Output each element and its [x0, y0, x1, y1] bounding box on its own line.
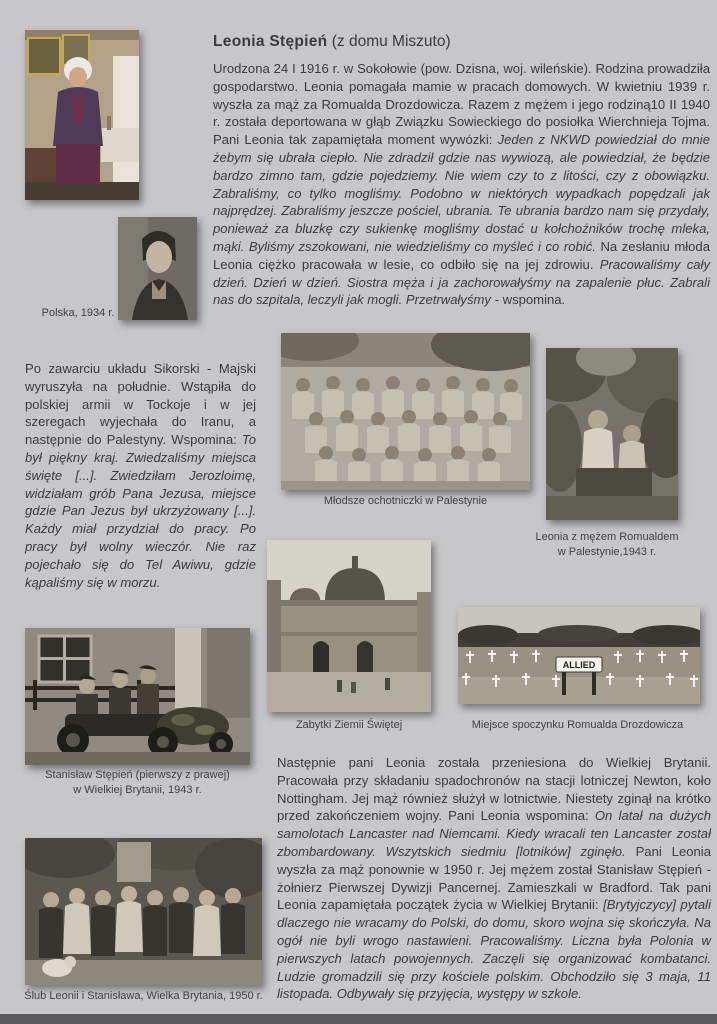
person-name-suffix: (z domu Miszuto) — [327, 33, 451, 50]
intro-text-2: Na zesłaniu młoda Leonia ciężko pracowała w lesie, co odbiło się na jej zdrowiu. — [213, 238, 710, 272]
caption-couple-line2: w Palestynie,1943 r. — [557, 545, 657, 558]
intro-text-3: wspomina. — [502, 292, 566, 308]
intro-text-1: Urodzona 24 I 1916 r. w Sokołowie (pow. Dzisna, woj. wileńskie). Rodzina prowadziła gospodarstwo. Leonia pomagała mamie w pracach domowych. W kwietniu 1939 r. wyszła za mąż za Romualda Drozdowicza. Razem z mężem i jego rodziną10 II 1940 r. została deportowana w głąb Związku Sowieckiego do posiołka Wierchnieja Tojma. Pani Leonia tak zapamiętała moment wywózki: — [213, 61, 710, 148]
photo-wedding — [25, 838, 262, 985]
britain-text-2: Pani Leonia wyszła za mąż ponownie w 1950 r. Jej mężem został Stanisław Stępień - żołnierz Pierwszej Dywizji Pancernej. Zamieszkali w Bradford. Tak pani Leonia zapamiętała początek życia w Wielkiej Brytanii: — [277, 843, 711, 913]
leonia-home-illustration — [25, 30, 139, 200]
south-text-1: Po zawarciu układu Sikorski - Majski wyruszyła na południe. Wstąpiła do polskiej armii w Tockoje i w jej szeregach wyjechała do Iranu, a następnie do Palestyny. Wspomina: — [25, 361, 256, 448]
stanislaw-illustration — [25, 628, 250, 765]
britain-paragraph — [277, 754, 711, 1003]
caption-couple-line1: Leonia z mężem Romualdem — [535, 531, 679, 543]
britain-quote-1: On latał na dużych samolotach Lancaster nad Niemcami. Kiedy wracali ten Lancaster został zbombardowany. Wszytskich siedmiu [lotników] zginęło. — [277, 808, 711, 859]
volunteers-illustration — [281, 333, 530, 490]
wedding-illustration — [25, 838, 262, 985]
intro-quote-1: Jeden z NKWD powiedział do mnie żebym się ubrała ciepło. Nie zdradził gdzie nas wywiozą, ale powiedział, że będzie bardzo zimno tam, gdzie pojedziemy. Nie wiem czy to z litości, czy z obowiązku. Zabraliśmy, co tylko mogliśmy. Podobno w niektórych wypadkach popędzali jak najprędzej. Zabraliśmy jeszcze pościel, ubrania. Te ubrania bardzo nam się przydały, ponieważ za bluzkę czy sukienkę mogliśmy dostać u kołchoźników trochę mleka, mąki. Byliśmy zszokowani, nie wiedzieliśmy co myśleć i co robić. — [213, 132, 710, 254]
caption-stanislaw-line1: Stanisław Stępień (pierwszy z prawej) — [45, 769, 230, 781]
person-name: Leonia Stępień — [213, 33, 328, 50]
caption-stanislaw — [22, 768, 253, 797]
photo-portrait-1934 — [118, 217, 197, 320]
grave-illustration — [458, 607, 700, 704]
caption-volunteers: Młodsze ochotniczki w Palestynie — [323, 495, 488, 507]
photo-holyland — [267, 540, 431, 712]
page-title — [213, 33, 451, 51]
britain-text-1: Następnie pani Leonia została przeniesiona do Wielkiej Brytanii. Pracowała przy składaniu spadochronów na stacji lotniczej Newton, koło Nottingham. Jej mąż również służył w lotnictwie. Niestety zginął na krótko przed zakończeniem wojny. Pani Leonia wspomina: — [277, 755, 711, 824]
photo-grave — [458, 607, 700, 704]
britain-quote-2: [Brytyjczycy] pytali dlaczego nie wracamy do Polski, do domu, skoro wojna się skończyła. Na ogół nie byli wrogo nastawieni. Pracowaliśmy. Liczna była Polonia w pierwszych latach powojennych. Zaczęli się organizować kombatanci. Ludzie gromadzili się przy kościele polskim. Obchodziło się 3 maja, 11 listopada. Odbywały się przyjęcia, występy w szkole. — [277, 897, 711, 1002]
allied-sign-text: ALLIED — [562, 660, 596, 670]
couple-illustration — [546, 348, 678, 520]
caption-grave: Miejsce spoczynku Romualda Drozdowicza — [471, 719, 684, 731]
photo-leonia-home — [25, 30, 139, 200]
photo-volunteers — [281, 333, 530, 490]
south-paragraph — [25, 360, 256, 591]
photo-couple — [546, 348, 678, 520]
page-bottom-edge — [0, 1014, 717, 1024]
caption-stanislaw-line2: w Wielkiej Brytanii, 1943 r. — [73, 783, 202, 796]
photo-stanislaw — [25, 628, 250, 765]
intro-paragraph — [213, 60, 710, 309]
south-quote-1: To był piękny kraj. Zwiedzaliśmy miejsca święte [...]. Zwiedziłam Jerozloimę, widziałam grób Pana Jezusa, miejsce gdzie Pan Jezus był ukrzyżowany [...]. Każdy miał przydział do pracy. Po pracy był wolny wieczór. Nie raz pojechało się do Tel Awiwu, gdzie kąpaliśmy się w morzu. — [25, 432, 256, 590]
portrait-1934-illustration — [118, 217, 197, 320]
intro-quote-2: Pracowaliśmy cały dzień. Dzień w dzień. Siostra męża i ja zachorowałyśmy na zapalenie płuc. Zabrali nas do szpitala, leczyli jak mogli. Przetrwałyśmy - — [213, 256, 711, 308]
caption-portrait-1934: Polska, 1934 r. — [41, 307, 115, 319]
holyland-illustration — [267, 540, 431, 712]
caption-holyland: Zabytki Ziemii Świętej — [295, 719, 403, 731]
caption-wedding: Ślub Leonii i Stanisława, Wielka Brytania, 1950 r. — [24, 990, 263, 1002]
caption-couple — [516, 530, 698, 559]
